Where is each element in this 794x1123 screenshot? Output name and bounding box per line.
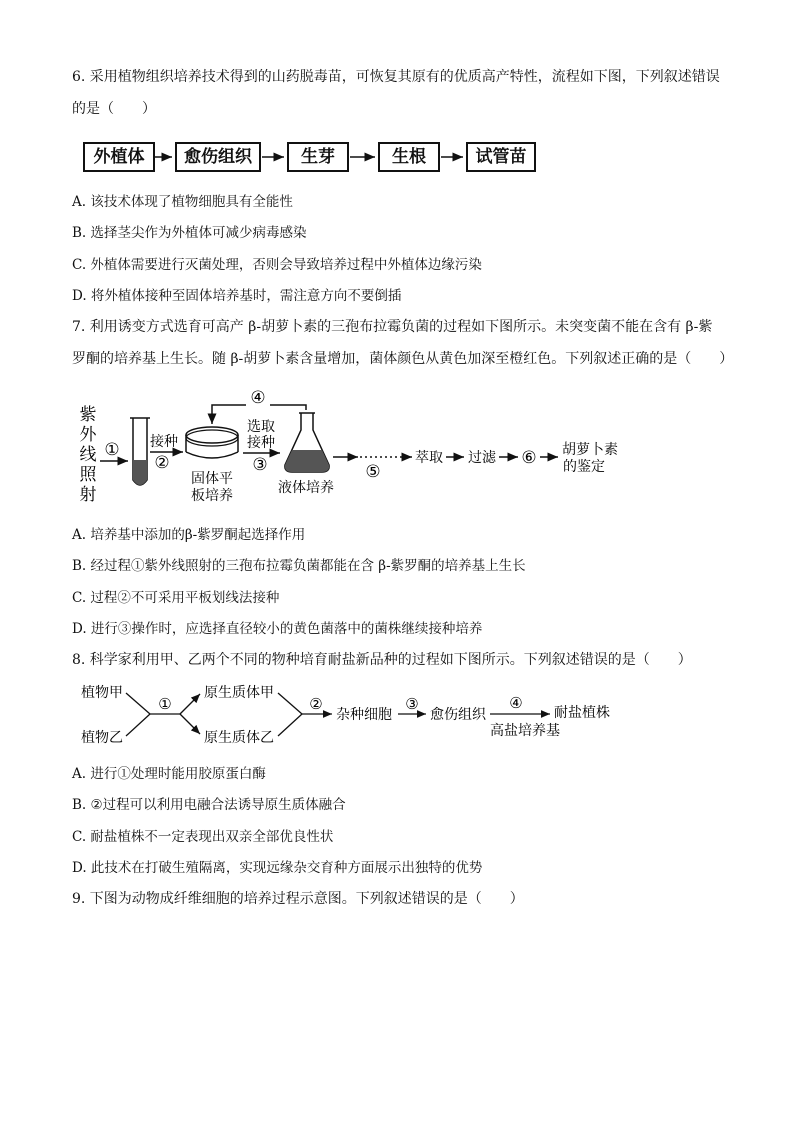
q7-option-b: B. 经过程①紫外线照射的三孢布拉霉负菌都能在含 β-紫罗酮的培养基上生长 (72, 558, 526, 574)
uv-char: 照 (79, 465, 97, 485)
step-3-label: ③ (252, 455, 268, 475)
plant-b-label: 植物乙 (81, 730, 123, 746)
q8-process-diagram (0, 676, 794, 756)
flow-box-callus: 愈伤组织 (175, 142, 261, 172)
select-label-1: 选取 (247, 419, 275, 435)
uv-char: 射 (79, 485, 97, 505)
flask-icon (285, 413, 329, 472)
protoplast-b-label: 原生质体乙 (204, 730, 274, 746)
step-4-label: ④ (509, 694, 523, 712)
q9-stem: 9. 下图为动物成纤维细胞的培养过程示意图。下列叙述错误的是（ ） (72, 891, 524, 907)
q6-option-b: B. 选择茎尖作为外植体可减少病毒感染 (72, 225, 307, 241)
step-4-label: ④ (250, 388, 266, 408)
q8-option-d: D. 此技术在打破生殖隔离，实现远缘杂交育种方面展示出独特的优势 (72, 860, 483, 876)
arrow-icon (180, 714, 200, 734)
plate-label-1: 固体平 (191, 471, 233, 487)
filter-label: 过滤 (468, 450, 496, 466)
step-6-label: ⑥ (521, 448, 537, 468)
hybrid-cell-label: 杂种细胞 (336, 707, 392, 723)
inoculate-label: 接种 (150, 434, 178, 450)
q6-option-a: A. 该技术体现了植物细胞具有全能性 (72, 194, 293, 210)
q8-option-b: B. ②过程可以利用电融合法诱导原生质体融合 (72, 797, 346, 813)
q6-stem-line2: 的是（ ） (72, 101, 156, 117)
flow-arrows (0, 0, 794, 200)
plate-label-2: 板培养 (191, 488, 233, 504)
q7-stem-line2: 罗酮的培养基上生长。随 β-胡萝卜素含量增加，菌体颜色从黄色加深至橙红色。下列叙述正确的是（ ） (72, 351, 734, 367)
medium-label: 高盐培养基 (490, 723, 560, 739)
uv-char: 紫 (79, 405, 97, 425)
step-2-label: ② (309, 695, 323, 713)
q6-option-d: D. 将外植体接种至固体培养基时，需注意方向不要倒插 (72, 288, 402, 304)
step-1-label: ① (158, 695, 172, 713)
q7-process-diagram (0, 380, 794, 515)
q6-option-c: C. 外植体需要进行灭菌处理，否则会导致培养过程中外植体边缘污染 (72, 257, 482, 273)
carotene-label-2: 的鉴定 (563, 459, 605, 475)
arrow-icon (180, 694, 200, 714)
carotene-label-1: 胡萝卜素 (562, 442, 618, 458)
q7-option-a: A. 培养基中添加的β-紫罗酮起选择作用 (72, 527, 306, 543)
step-2-label: ② (154, 453, 170, 473)
step-3-label: ③ (405, 695, 419, 713)
protoplast-a-label: 原生质体甲 (204, 685, 274, 701)
uv-char: 线 (79, 445, 97, 465)
plant-a-label: 植物甲 (81, 685, 123, 701)
q6-stem-line1: 6. 采用植物组织培养技术得到的山药脱毒苗，可恢复其原有的优质高产特性，流程如下图，下列叙述错误 (72, 69, 720, 85)
liquid-culture-label: 液体培养 (278, 480, 334, 496)
petri-dish-icon (186, 427, 238, 458)
flow-box-bud: 生芽 (287, 142, 349, 172)
result-label: 耐盐植株 (554, 705, 610, 721)
test-tube-icon (130, 418, 150, 485)
extract-label: 萃取 (415, 450, 443, 466)
select-label-2: 接种 (247, 435, 275, 451)
flow-box-explant: 外植体 (83, 142, 155, 172)
step-1-label: ① (104, 440, 120, 460)
step-5-label: ⑤ (365, 462, 381, 482)
q7-option-d: D. 进行③操作时，应选择直径较小的黄色菌落中的菌株继续接种培养 (72, 621, 483, 637)
q8-option-c: C. 耐盐植株不一定表现出双亲全部优良性状 (72, 829, 334, 845)
callus-label: 愈伤组织 (430, 707, 486, 723)
q7-option-c: C. 过程②不可采用平板划线法接种 (72, 590, 280, 606)
q8-stem: 8. 科学家利用甲、乙两个不同的物种培育耐盐新品种的过程如下图所示。下列叙述错误的是（ ） (72, 652, 692, 668)
flow-box-plantlet: 试管苗 (466, 142, 536, 172)
flow-box-root: 生根 (378, 142, 440, 172)
uv-char: 外 (79, 425, 97, 445)
q7-stem-line1: 7. 利用诱变方式选育可高产 β-胡萝卜素的三孢布拉霉负菌的过程如下图所示。未突变菌不能在含有 β-紫 (72, 319, 713, 335)
q8-option-a: A. 进行①处理时能用胶原蛋白酶 (72, 766, 266, 782)
